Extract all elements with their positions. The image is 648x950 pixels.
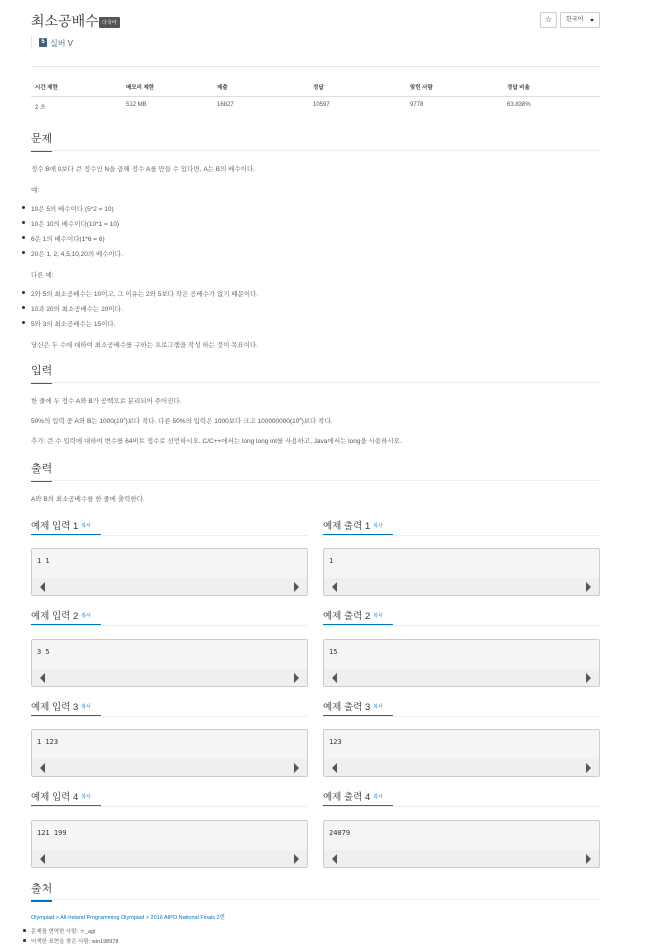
copy-button[interactable]: 복사 [81, 613, 91, 619]
example-input-title-3: 예제 입력 3 $^{복사}$ [31, 702, 91, 713]
problem-intro: 정수 B에 0보다 큰 정수인 N을 곱해 정수 A를 만들 수 있다면, A는 B의 배수이다. [31, 166, 256, 173]
section-line [31, 480, 600, 481]
translator-credit: 문제를 번역한 사람: ㅎ_agl [31, 929, 96, 935]
output-line-1: A와 B의 최소공배수를 한 줄에 출력한다. [31, 496, 145, 503]
horizontal-scrollbar[interactable] [324, 669, 599, 686]
title-line [323, 806, 600, 807]
stats-header-accepted: 정답 [313, 85, 324, 91]
typo-credit: 어색한 표현을 찾은 사람: win198978 [31, 939, 119, 945]
example-output-code: 15 [329, 648, 338, 656]
scroll-left-icon[interactable] [40, 763, 45, 773]
list-item: 2와 5의 최소공배수는 10이고, 그 이유는 2와 5보다 작은 공배수가 없기 때문이다. [31, 291, 259, 298]
horizontal-scrollbar[interactable] [32, 850, 307, 867]
tier-info [31, 35, 74, 49]
example-output-title-1: 예제 출력 1 $^{복사}$ [323, 521, 383, 532]
stats-time: 2 초 [35, 105, 46, 111]
scroll-right-icon[interactable] [294, 582, 299, 592]
star-icon: ☆ [544, 15, 553, 24]
title-line [323, 716, 600, 717]
example-input-code: 1 1 [37, 557, 50, 565]
scroll-right-icon[interactable] [586, 763, 591, 773]
stats-header-solvers: 맞힌 사람 [410, 85, 433, 91]
star-button[interactable] [540, 12, 557, 28]
other-example-label: 다른 예: [31, 272, 54, 279]
copy-button[interactable]: 복사 [81, 794, 91, 800]
stats-header-ratio: 정답 비율 [507, 85, 530, 91]
input-line-1: 한 줄에 두 정수 A와 B가 공백으로 분리되어 주어진다. [31, 398, 182, 405]
example-input-code: 121 199 [37, 829, 67, 837]
stats-submit[interactable]: 16827 [217, 102, 234, 108]
copy-button[interactable]: 복사 [373, 523, 383, 529]
title-line [323, 535, 600, 536]
language-label: 한국어 [566, 17, 584, 23]
scroll-left-icon[interactable] [332, 673, 337, 683]
scroll-right-icon[interactable] [586, 854, 591, 864]
horizontal-scrollbar[interactable] [324, 850, 599, 867]
title-line [323, 625, 600, 626]
example-input-title-2: 예제 입력 2 $^{복사}$ [31, 611, 91, 622]
section-title-source: 출처 [31, 880, 52, 896]
scroll-left-icon[interactable] [332, 854, 337, 864]
language-select[interactable] [560, 12, 600, 28]
title-line [31, 625, 308, 626]
caret-down-icon [590, 19, 594, 22]
horizontal-scrollbar[interactable] [32, 669, 307, 686]
example-input-title-4: 예제 입력 4 $^{복사}$ [31, 792, 91, 803]
section-line [31, 899, 600, 900]
example-output-title-2: 예제 출력 2 $^{복사}$ [323, 611, 383, 622]
section-title-problem: 문제 [31, 130, 52, 146]
title-line [31, 535, 308, 536]
section-title-input: 입력 [31, 362, 52, 378]
list-item: 10은 5의 배수이다 (5*2 = 10) [31, 206, 114, 213]
example-input-box-4[interactable] [31, 820, 308, 868]
input-line-3: 추가: 큰 수 입력에 대하여 변수를 64비트 정수로 선언하시오. C/C++에서는 long long int를 사용하고, Java에서는 long을 사용하시오. [31, 438, 402, 445]
horizontal-scrollbar[interactable] [324, 578, 599, 595]
scroll-left-icon[interactable] [332, 763, 337, 773]
example-output-box-4[interactable] [323, 820, 600, 868]
list-item: 5와 3의 최소공배수는 15이다. [31, 321, 116, 328]
scroll-right-icon[interactable] [294, 854, 299, 864]
list-item: 20은 1, 2, 4,5,10,20의 배수이다. [31, 251, 123, 258]
example-label: 예: [31, 187, 40, 194]
title-line [31, 806, 308, 807]
title-line [31, 716, 308, 717]
example-input-box-3[interactable] [31, 729, 308, 777]
problem-title: 최소공배수 [31, 13, 99, 29]
stats-header-time: 시간 제한 [35, 85, 58, 91]
example-output-box-2[interactable] [323, 639, 600, 687]
scroll-right-icon[interactable] [586, 582, 591, 592]
horizontal-scrollbar[interactable] [324, 759, 599, 776]
example-output-code: 1 [329, 557, 334, 565]
example-input-title-1: 예제 입력 1 $^{복사}$ [31, 521, 91, 532]
scroll-right-icon[interactable] [294, 763, 299, 773]
header-divider [31, 66, 600, 67]
list-item: 10은 10의 배수이다(10*1 = 10) [31, 221, 120, 228]
section-line [31, 382, 600, 383]
scroll-right-icon[interactable] [586, 673, 591, 683]
section-title-output: 출력 [31, 460, 52, 476]
example-input-code: 1 123 [37, 738, 59, 746]
source-link[interactable]: Olympiad > All-Ireland Programming Olympiad > 2016 AIPO National Finals 2번 [31, 915, 225, 921]
list-item: 6은 1의 배수이다(1*6 = 6) [31, 236, 105, 243]
scroll-left-icon[interactable] [40, 854, 45, 864]
stats-value-row [31, 97, 600, 115]
example-output-title-3: 예제 출력 3 $^{복사}$ [323, 702, 383, 713]
copy-button[interactable]: 복사 [373, 704, 383, 710]
example-input-box-2[interactable] [31, 639, 308, 687]
problem-goal: 당신은 두 수에 대하여 최소공배수를 구하는 프로그램을 작성 하는 것이 목표이다. [31, 342, 259, 349]
title-row [31, 11, 600, 31]
stats-header-row [31, 78, 600, 96]
copy-button[interactable]: 복사 [81, 704, 91, 710]
scroll-right-icon[interactable] [294, 673, 299, 683]
example-output-box-3[interactable] [323, 729, 600, 777]
example-output-code: 24079 [329, 829, 351, 837]
stats-accepted[interactable]: 10597 [313, 102, 330, 108]
copy-button[interactable]: 복사 [81, 523, 91, 529]
stats-memory: 512 MB [126, 102, 147, 108]
horizontal-scrollbar[interactable] [32, 759, 307, 776]
horizontal-scrollbar[interactable] [32, 578, 307, 595]
section-line [31, 150, 600, 151]
multilang-badge[interactable]: 다국어 [99, 17, 120, 28]
stats-ratio: 63.838% [507, 102, 531, 108]
example-output-box-1[interactable] [323, 548, 600, 596]
stats-header-submit: 제출 [217, 85, 228, 91]
input-line-2: 50%의 입력 중 A와 B는 $1000(10^3)$보다 작다. 다른 50%의 입력은 1000보다 크고 $100000000(10^8)$보다 작다. [31, 416, 333, 426]
copy-button[interactable]: 복사 [373, 794, 383, 800]
copy-button[interactable]: 복사 [373, 613, 383, 619]
scroll-left-icon[interactable] [40, 582, 45, 592]
scroll-left-icon[interactable] [40, 673, 45, 683]
tier-label[interactable]: 실버 V [50, 39, 74, 48]
stats-table [31, 78, 600, 115]
scroll-left-icon[interactable] [332, 582, 337, 592]
example-input-box-1[interactable] [31, 548, 308, 596]
stats-solvers[interactable]: 9778 [410, 102, 424, 108]
example-output-code: 123 [329, 738, 342, 746]
example-output-title-4: 예제 출력 4 $^{복사}$ [323, 792, 383, 803]
stats-header-memory: 메모리 제한 [126, 85, 155, 91]
example-input-code: 3 5 [37, 648, 50, 656]
list-item: 10과 20의 최소공배수는 20이다. [31, 306, 123, 313]
tier-icon: 5 [39, 38, 47, 47]
